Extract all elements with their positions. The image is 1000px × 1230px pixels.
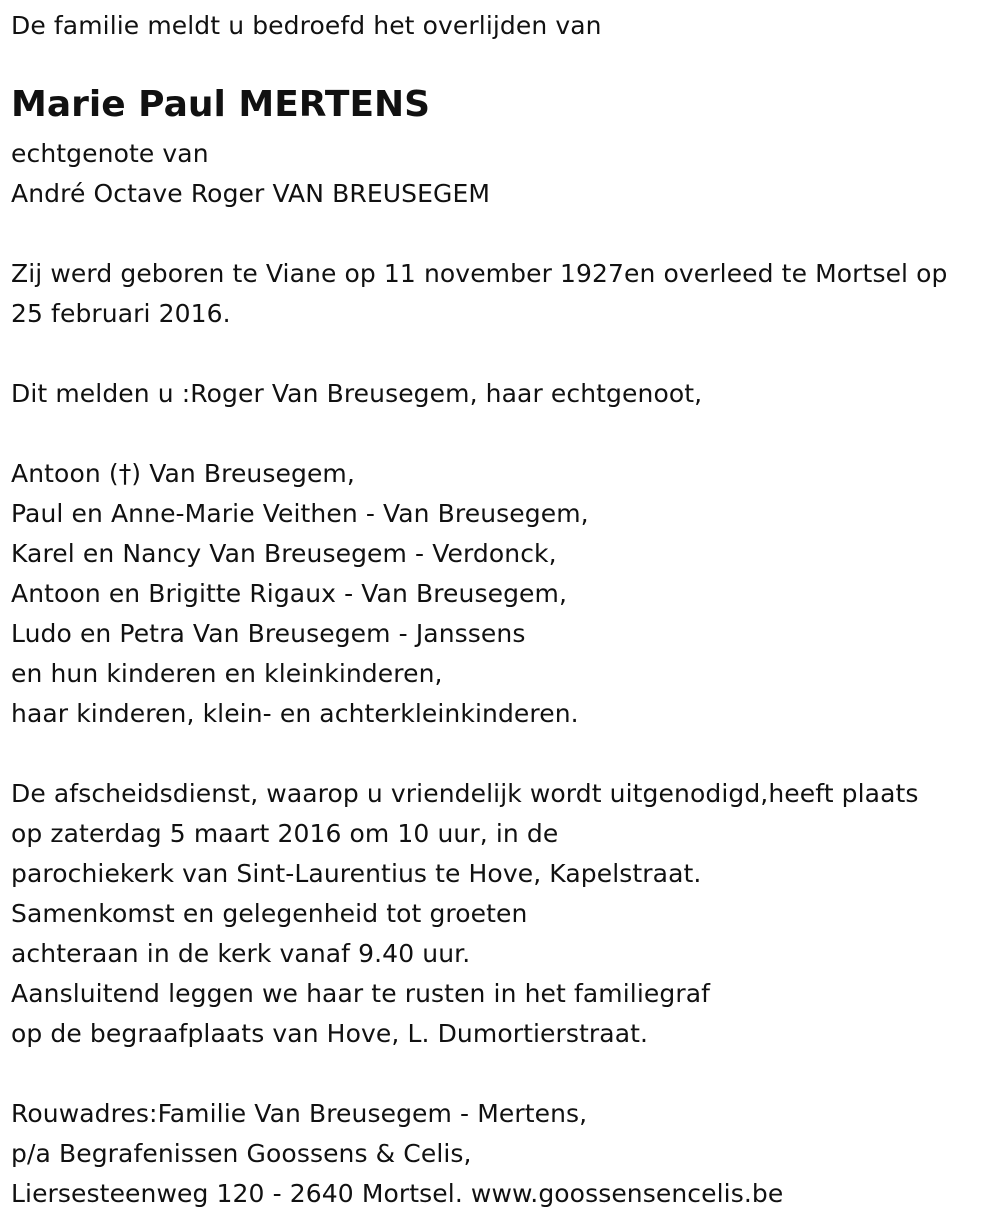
child-line-4: Antoon en Brigitte Rigaux - Van Breusegem, [11, 579, 568, 608]
grandchildren-line: en hun kinderen en kleinkinderen, [11, 659, 443, 688]
birth-death-line-2: 25 februari 2016. [11, 299, 231, 328]
birth-death-line-1: Zij werd geboren te Viane op 11 november 1927en overleed te Mortsel op [11, 259, 948, 288]
street-address: Liersesteenweg 120 - 2640 Mortsel. [11, 1179, 471, 1208]
announcer-spouse: Dit melden u :Roger Van Breusegem, haar echtgenoot, [11, 379, 703, 408]
child-name-suffix: ) Van Breusegem, [131, 459, 355, 488]
descendants-line: haar kinderen, klein- en achterkleinkinderen. [11, 699, 579, 728]
cross-icon: † [118, 459, 132, 488]
child-line-3: Karel en Nancy Van Breusegem - Verdonck, [11, 539, 557, 568]
mourning-address-line-2: p/a Begrafenissen Goossens & Celis, [11, 1139, 472, 1168]
intro-text: De familie meldt u bedroefd het overlijden van [11, 11, 602, 40]
child-line-1 [11, 454, 355, 494]
service-line-4: Samenkomst en gelegenheid tot groeten [11, 899, 528, 928]
service-line-1: De afscheidsdienst, waarop u vriendelijk wordt uitgenodigd,heeft plaats [11, 779, 919, 808]
service-line-6: Aansluitend leggen we haar te rusten in het familiegraf [11, 979, 711, 1008]
child-line-2: Paul en Anne-Marie Veithen - Van Breusegem, [11, 499, 589, 528]
child-name-prefix: Antoon ( [11, 459, 119, 488]
website-link[interactable]: www.goossensencelis.be [470, 1179, 784, 1208]
mourning-address-line-3 [11, 1174, 783, 1214]
spouse-name: André Octave Roger VAN BREUSEGEM [11, 179, 491, 208]
child-line-5: Ludo en Petra Van Breusegem - Janssens [11, 619, 526, 648]
service-line-3: parochiekerk van Sint-Laurentius te Hove, Kapelstraat. [11, 859, 702, 888]
mourning-address-line-1: Rouwadres:Familie Van Breusegem - Mertens, [11, 1099, 588, 1128]
service-line-5: achteraan in de kerk vanaf 9.40 uur. [11, 939, 471, 968]
deceased-name: Marie Paul MERTENS [11, 84, 431, 125]
relation-label: echtgenote van [11, 139, 209, 168]
service-line-7: op de begraafplaats van Hove, L. Dumortierstraat. [11, 1019, 649, 1048]
service-line-2: op zaterdag 5 maart 2016 om 10 uur, in de [11, 819, 559, 848]
